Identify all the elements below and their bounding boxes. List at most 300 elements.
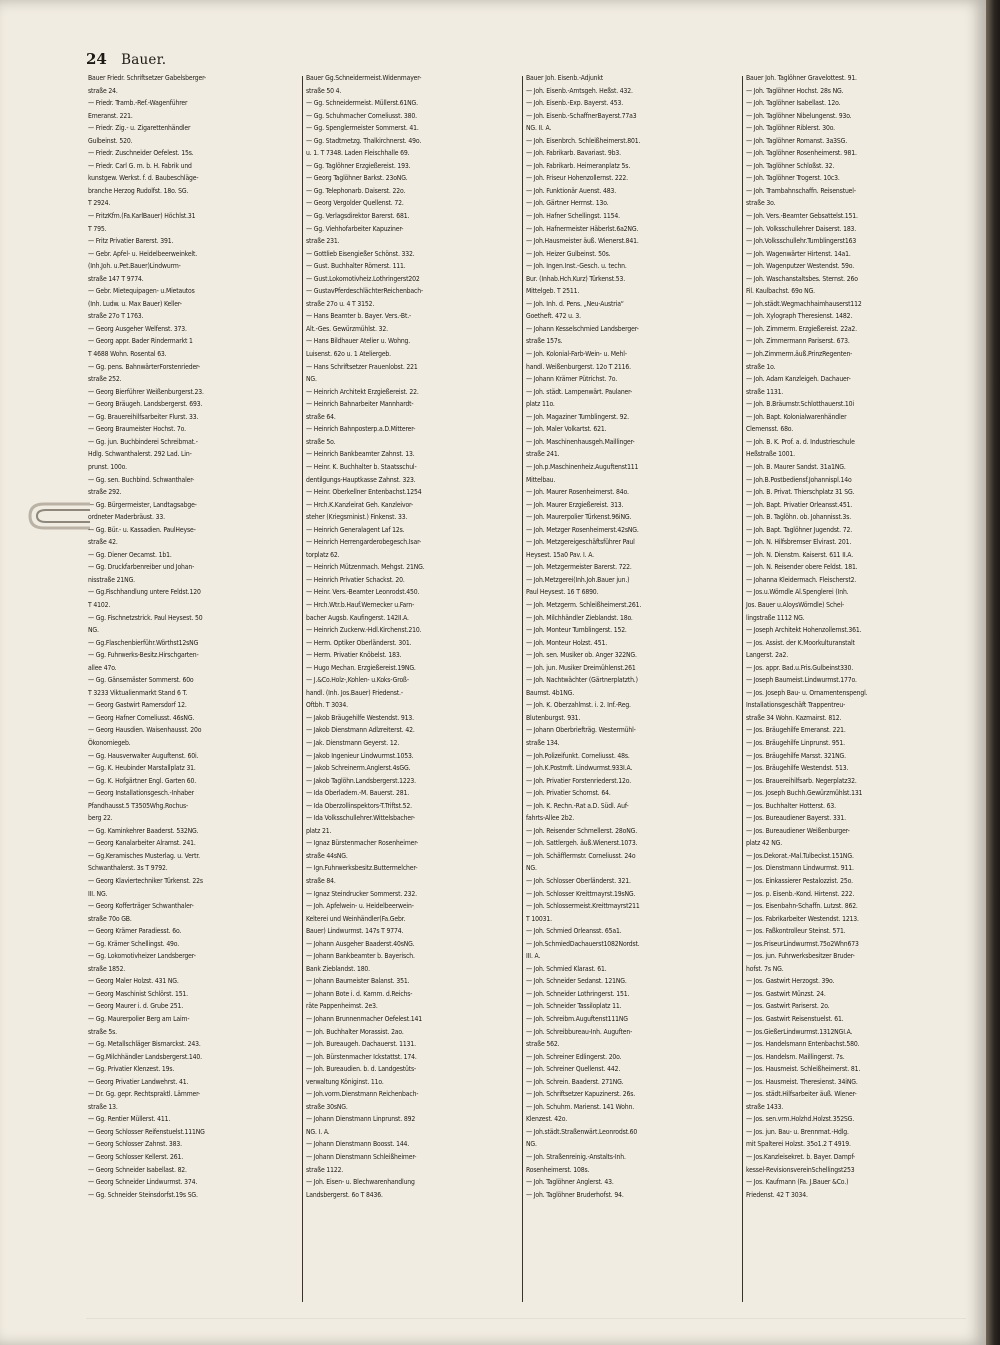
directory-entry-line: — Johann Oberbriefträg. Westermühl- (526, 726, 636, 735)
directory-entry-line: — Joh. Hafnermeister Häberlst.6a2NG. (526, 224, 639, 233)
directory-entry-line: — Jos. Gastwirt Pariserst. 2o. (746, 1002, 830, 1011)
directory-entry-line: T 4102. (88, 600, 111, 609)
directory-entry-line: — Joh. Bureaugeh. Dachauerst. 1131. (306, 1040, 416, 1049)
directory-entry-line: — Georg Ausgeher Welfenst. 373. (88, 324, 187, 333)
directory-entry-line: — Gg. pens. BahnwärterForstenrieder- (88, 362, 201, 371)
directory-entry-line: — Joseph Baumeist.Lindwurmst.177o. (746, 676, 857, 685)
directory-entry-line: straße 30sNG. (306, 1102, 348, 1111)
directory-entry-line: ordneter Maderbräust. 33. (88, 513, 165, 522)
directory-entry-line: u. 1. T 7348. Laden Fleischhalle 69. (306, 149, 410, 158)
directory-entry-line: — Joh. Bapt. Kolonialwarenhändler (746, 412, 847, 421)
directory-entry-line: — Joh. Hafner Schellingst. 1154. (526, 212, 620, 221)
directory-entry-line: straße 157s. (526, 337, 563, 346)
directory-entry-line: — Joh. B. K. Prof. a. d. Industrieschule (746, 437, 855, 446)
directory-entry-line: — Friedr. Zig.- u. Zigarettenhändler (88, 124, 191, 133)
directory-entry-line: — Friedr. Carl G. m. b. H. Fabrik und (88, 161, 192, 170)
directory-entry-line: — Hrch.K.Kanzleirat Geh. Kanzleivor- (306, 500, 414, 509)
directory-entry-line: — Gg. Spenglermeister Sommerst. 41. (306, 124, 419, 133)
directory-entry-line: — Gg. Hausverwalter Auguftenst. 60i. (88, 751, 199, 760)
directory-entry-line: straße 1852. (88, 964, 126, 973)
directory-entry-line: lingstraße 1112 NG. (746, 613, 805, 622)
directory-entry-line: — Gg. Kaminkehrer Baaderst. 532NG. (88, 826, 199, 835)
directory-entry-line: — Joh. Taglöhner Anglerst. 43. (526, 1178, 614, 1187)
directory-entry-line: straße 13. (88, 1102, 118, 1111)
directory-entry-line: bacher Augsb. Kaufingerst. 142II.A. (306, 613, 409, 622)
directory-entry-line: Rosenheimerst. 108s. (526, 1165, 590, 1174)
page-header (86, 50, 966, 70)
directory-entry-line: prunst. 100o. (88, 462, 127, 471)
directory-entry-line: — Joh. Wagenputzer Westendst. 59o. (746, 262, 855, 271)
directory-entry-line: — Gg. Krämer Schellingst. 49o. (88, 939, 180, 948)
directory-entry-line: Fil. Kaulbachst. 69o NG. (746, 287, 815, 296)
directory-entry-line: — Heinrich Zuckerw.-Hdl.Kirchenst.210. (306, 626, 422, 635)
directory-entry-line: — Joh.SchmiedDachauerst1082Nordst. (526, 939, 640, 948)
directory-entry-line: — Jos. Handelsm. Maillingerst. 7s. (746, 1052, 845, 1061)
directory-entry-line: — Jos.u.Wörndle Al.Spenglerei (Inh. (746, 588, 849, 597)
directory-entry-line: Installationsgeschäft Trappentreu- (746, 701, 846, 710)
directory-entry-line: NG. II. A. (526, 124, 552, 133)
directory-entry-line: — Heinr. K. Buchhalter b. Staatsschul- (306, 462, 417, 471)
directory-entry-line: — Georg appr. Bader Rindermarkt 1 (88, 337, 193, 346)
directory-entry-line: — Heinrich Mützenmach. Mehgst. 21NG. (306, 563, 425, 572)
directory-entry-line: straße 27o u. 4 T 3152. (306, 299, 375, 308)
directory-entry-line: — Jos.Dekorat.-Mal.Tulbeckst.151NG. (746, 851, 854, 860)
directory-entry-line: — Johann Brunnenmacher Oefelest.141 (306, 1015, 422, 1024)
directory-entry-line: — Jos. Bräugehilfe Linprunst. 951. (746, 738, 845, 747)
directory-entry-line: — Joh. Taglöhner Nibelungenst. 93o. (746, 111, 852, 120)
directory-entry-line: straße 34 Wohn. Kazmairst. 812. (746, 713, 842, 722)
directory-entry-line: straße 562. (526, 1040, 560, 1049)
directory-entry-line: platz 42 NG. (746, 839, 783, 848)
directory-entry-line: — Joh. sen. Musiker ob. Anger 322NG. (526, 651, 637, 660)
directory-entry-line: — Hans Bildhauer Atelier u. Wohng. (306, 337, 411, 346)
directory-entry-line: straße 50 4. (306, 86, 342, 95)
directory-entry-line: — Joh. Bapt. Privatier Orleansst.451. (746, 500, 853, 509)
column-divider (742, 76, 743, 1302)
directory-entry-line: (Inh. Ludw. u. Max Bauer) Keller- (88, 299, 182, 308)
directory-entry-line: Luisenst. 62o u. 1 Ateliergeb. (306, 350, 391, 359)
directory-entry-line: — Joh. Funktionär Auenst. 483. (526, 186, 616, 195)
directory-entry-line: Klenzest. 42o. (526, 1115, 568, 1124)
directory-entry-line: — Gg. Telephonarb. Daiserst. 22o. (306, 186, 406, 195)
directory-entry-line: — Joh. Friseur Hohenzollernst. 222. (526, 174, 628, 183)
directory-entry-line: — Gg. Diener Oecamst. 1b1. (88, 550, 172, 559)
directory-entry-line: straße 64. (306, 412, 336, 421)
directory-entry-line: — Ignaz Bürstenmacher Rosenheimer- (306, 839, 419, 848)
directory-entry-line: NG. (526, 864, 537, 873)
column-2 (304, 72, 520, 1312)
directory-entry-line: — Herm. Optiker Oberländerst. 301. (306, 638, 412, 647)
directory-entry-line: — Joh. Taglöhner Riblerst. 30o. (746, 124, 835, 133)
directory-entry-line: — Gg. Lokomotivheizer Landsberger- (88, 952, 196, 961)
directory-entry-line: — Joh.K.Postmft. Lindwurmst.933I.A. (526, 764, 633, 773)
directory-entry-line: handl. Weißenburgerst. 12o T 2116. (526, 362, 631, 371)
directory-entry-line: — Johann Dienstmann Schleißheimer- (306, 1153, 417, 1162)
directory-entry-line: Langerst. 2a2. (746, 651, 789, 660)
directory-entry-line: — Joh. Taglöhner Rosenheimerst. 981. (746, 149, 857, 158)
directory-entry-line: — Joh.städt.Straßenwärt.Leonrodst.60 (526, 1127, 638, 1136)
directory-entry-line: — Gg. Fuhrwerks-Besitz.Hirschgarten- (88, 651, 199, 660)
directory-entry-line: Hdlg. Schwanthalerst. 292 Lad. Lin- (88, 450, 192, 459)
directory-columns (86, 72, 970, 1312)
directory-entry-line: — Gebr. Mietequipagen- u.Mietautos (88, 287, 195, 296)
column-4 (744, 72, 960, 1312)
directory-entry-line: — Joh. Bürstenmacher Ickstattst. 174. (306, 1052, 417, 1061)
directory-entry-line: — Ign.Fuhrwerksbesitz.Buttermelcher- (306, 864, 418, 873)
directory-entry-line: straße 241. (526, 450, 560, 459)
directory-entry-line: Bauer Friedr. Schriftsetzer Gabelsberger- (88, 74, 207, 82)
directory-entry-line: nisstraße 21NG. (88, 575, 135, 584)
directory-entry-line: — Joh. N. Reisender obere Feldst. 181. (746, 563, 858, 572)
directory-entry-line: — Gg. Brauereihilfsarbeiter Flurst. 33. (88, 412, 199, 421)
directory-entry-line: — Gg. Bür.- u. Kassadien. PaulHeyse- (88, 525, 196, 534)
directory-entry-line: — Joh.Polizeifunkt. Corneliusst. 48s. (526, 751, 630, 760)
directory-entry-line: — Johann Dienstmann Boosst. 144. (306, 1140, 410, 1149)
directory-entry-line: — Joh. Adam Kanzleigeh. Dachauer- (746, 375, 851, 384)
directory-entry-line: — Georg Schlosser Reifenstuelst.111NG (88, 1127, 205, 1136)
directory-entry-line: NG. (306, 375, 317, 384)
directory-entry-line: — Jos. sen.vrm.Holzhd.Holzst.352SG. (746, 1115, 855, 1124)
directory-entry-line: verwaltung Königinst. 11o. (306, 1077, 384, 1086)
directory-entry-line: — Joh. Taglöhner Schloßst. 32. (746, 161, 835, 170)
directory-entry-line: straße 5s. (88, 1027, 117, 1036)
directory-entry-line: — Joh. Metzger Rosenheimerst.42sNG. (526, 525, 639, 534)
directory-entry-line: straße 1433. (746, 1102, 784, 1111)
directory-entry-line: — Heinrich Generalagent Laf 12s. (306, 525, 405, 534)
directory-entry-line: — Georg Taglöhner Barkst. 23oNG. (306, 174, 408, 183)
directory-entry-line: kessel-RevisionsvereinSchellingst253 (746, 1165, 855, 1174)
directory-entry-line: — Gebr. Apfel- u. Heidelbeerweinkelt. (88, 249, 198, 258)
directory-entry-line: platz 21. (306, 826, 332, 835)
directory-entry-line: — Joh. Taglöhner Isabellast. 12o. (746, 99, 841, 108)
directory-entry-line: III. A. (526, 952, 541, 961)
directory-entry-line: Mittelgeb. T 2511. (526, 287, 580, 296)
directory-entry-line: NG. I. A. (306, 1127, 330, 1136)
directory-entry-line: — Jos. Buchhalter Hotterst. 63. (746, 801, 836, 810)
directory-entry-line: straße 134. (526, 738, 560, 747)
directory-entry-line: Kelterei und Weinhändler(Fa.Gebr. (306, 914, 406, 923)
directory-entry-line: — Joh. Schuhm. Marienst. 141 Wohn. (526, 1102, 635, 1111)
directory-entry-line: — Jos. Handelsmann Entenbachst.580. (746, 1040, 860, 1049)
directory-entry-line: straße 42. (88, 538, 118, 547)
directory-entry-line: — Joh. Schlosser Oberländerst. 321. (526, 877, 631, 885)
directory-entry-line: — Jos. Faßkontrolleur Steinst. 571. (746, 927, 846, 936)
directory-entry-line: — Joh. Inh. d. Pens. „Neu-Austria“ (526, 299, 624, 308)
directory-entry-line: — Joh. Schneider Sedanst. 121NG. (526, 977, 627, 986)
directory-entry-line: — Georg Kanalarbeiter Alramst. 241. (88, 839, 196, 848)
directory-entry-line: handl. (Inh. Jos.Bauer) Friedenst.- (306, 688, 403, 697)
directory-entry-line: — Joh. Maler Volkartst. 621. (526, 425, 607, 434)
directory-entry-line: straße 5o. (306, 437, 336, 446)
directory-entry-line: — Georg Bierführer Weißenburgerst.23. (88, 387, 204, 396)
directory-entry-line: platz 11o. (526, 400, 555, 409)
directory-entry-line: — Joh. Waschanstaltsbes. Sternst. 26o (746, 274, 858, 283)
directory-entry-line: — Joh. Zimmerm. Erzgießereist. 22a2. (746, 324, 857, 333)
directory-entry-line: — Jos. städt.Hilfsarbeiter äuß. Wiener- (746, 1090, 857, 1099)
directory-entry-line: Paul Heysest. 16 T 6890. (526, 588, 599, 597)
directory-entry-line: III. NG. (88, 889, 108, 898)
directory-entry-line: straße 292. (88, 488, 122, 497)
directory-entry-line: straße 3o. (746, 199, 776, 208)
page-edge-shadow (986, 0, 1000, 1345)
directory-entry-line: — Jos. Eisenbahn-Schaffn. Lutzst. 862. (746, 902, 858, 911)
directory-entry-line: straße 1122. (306, 1165, 344, 1174)
directory-entry-line: — Joh. Ingen.Inst.-Gesch. u. techn. (526, 262, 627, 271)
directory-entry-line: — Gg. Viehhofarbeiter Kapuziner- (306, 224, 404, 233)
directory-entry-line: — Johann Kesselschmied Landsberger- (526, 324, 639, 333)
directory-entry-line: Schwanthalerst. 3s T 9792. (88, 864, 168, 873)
directory-entry-line: — Joh. Apfelwein- u. Heidelbeerwein- (306, 902, 414, 911)
directory-entry-line: straße 231. (306, 237, 340, 246)
directory-entry-line: — Joh. Eisenb.-Exp. Bayerst. 453. (526, 99, 623, 108)
directory-entry-line: — Gg. K. Heubinder Marstallplatz 31. (88, 764, 196, 773)
directory-entry-line: — Joh. N. Hilfsbremser Elvirast. 201. (746, 538, 852, 547)
directory-entry-line: — Joh.p.Maschinenheiz.Auguftenst111 (526, 462, 639, 471)
directory-entry-line: — Friedr. Tramb.-Ref.-Wagenführer (88, 99, 188, 108)
directory-entry-line: — Joh. Monteur Holzst. 451. (526, 638, 608, 647)
directory-entry-line: — Heinrich Bahnarbeiter Mannhardt- (306, 400, 414, 409)
directory-entry-line: — Georg Maler Holzst. 431 NG. (88, 977, 179, 986)
directory-entry-line: — Joh. Nachtwächter (Gärtnerplatzth.) (526, 676, 638, 685)
directory-entry-line: — Jakob Ingenieur Lindwurmst.1053. (306, 751, 414, 760)
directory-entry-line: Blutenburgst. 931. (526, 713, 581, 722)
directory-entry-line: — Gust.Lokomotivheiz.Lothringerst202 (306, 274, 420, 283)
directory-entry-line: — Joh. Wagenwärter Hirtenst. 14a1. (746, 249, 851, 258)
directory-entry-line: — Joh. Eisenb.-SchaffnerBayerst.77a3 (526, 111, 637, 120)
directory-entry-line: — Joh. Buchhalter Morassist. 2ao. (306, 1027, 404, 1036)
directory-entry-line: — Joh. Schreiner Edlingerst. 20o. (526, 1052, 622, 1061)
directory-entry-line: — Jos. Bräugehilfe Marsst. 321NG. (746, 751, 846, 760)
directory-entry-line: — Georg Braumeister Hochst. 7o. (88, 425, 186, 434)
directory-entry-line: — Jos. Bräugehilfe Westendst. 513. (746, 764, 849, 773)
directory-entry-line: — Gg. Gänsemäster Sommerst. 60o (88, 676, 194, 685)
running-head: Bauer. (121, 52, 167, 68)
directory-entry-line: allee 47o. (88, 663, 117, 672)
directory-entry-line: — Joh. Fabrikarb. Heimeranplatz 5s. (526, 161, 631, 170)
directory-entry-line: — Jos. Hausmeist. Theresienst. 34iNG. (746, 1077, 858, 1086)
directory-entry-line: — Hans Schriftsetzer Frauenlobst. 221 (306, 362, 418, 371)
directory-entry-line: — Joh. jun. Musiker Dreimühlenst.261 (526, 663, 636, 672)
directory-entry-line: Pfandhausst.5 T3505Whg.Rochus- (88, 801, 189, 810)
directory-entry-line: — Joh. Trambahnschaffn. Reisenstuel- (746, 186, 856, 195)
directory-entry-line: torplatz 62. (306, 550, 340, 559)
directory-entry-line: — Joh. Maurer Rosenheimerst. 84o. (526, 488, 629, 497)
directory-entry-line: — Ignaz Steindrucker Sommerst. 232. (306, 889, 417, 898)
directory-entry-line: kunstgew. Werkst. f. d. Baubeschläge- (88, 174, 199, 183)
directory-entry-line: — J.&Co.Holz-,Kohlen- u.Koks-Groß- (306, 676, 409, 685)
directory-entry-line: — Joh. Eisenbrch. Schleißheimerst.801. (526, 136, 641, 145)
directory-entry-line: — Joh. Schäfflermstr. Corneliusst. 24o (526, 851, 636, 860)
directory-entry-line: — Joh. Taglöhner Trogerst. 10c3. (746, 174, 840, 183)
directory-entry-line: — Gg.Keramisches Musterlag. u. Vertr. (88, 851, 200, 860)
directory-entry-line: — Gg.Flaschenbierführ.Wörthst12sNG (88, 638, 199, 647)
directory-entry-line: — Georg Maurer i. d. Grube 251. (88, 1002, 184, 1011)
directory-entry-line: — Heinrich Bahnposterp.a.D.Mitterer- (306, 425, 416, 434)
directory-entry-line: — Gg. Maurerpolier Berg am Laim- (88, 1015, 190, 1024)
directory-entry-line: — Gg. Stadtmetzg. Thalkirchnerst. 49o. (306, 136, 422, 145)
directory-entry-line: T 4688 Wohn. Rosental 63. (88, 350, 167, 359)
directory-entry-line: straße 24. (88, 86, 118, 95)
directory-entry-line: straße 1131. (746, 387, 784, 396)
directory-entry-line: — Gg. Taglöhner Erzgießereist. 193. (306, 161, 411, 170)
directory-entry-line: — Joh. Zimmermann Pariserst. 673. (746, 337, 850, 346)
directory-entry-line: steher (Kriegsminist.) Finkenst. 33. (306, 513, 408, 522)
directory-entry-line: — Georg Hausdien. Waisenhausst. 20o (88, 726, 202, 735)
page-bottom-margin (86, 1318, 966, 1319)
directory-entry-line: — Joh. Metzgerm. Schleißheimerst.261. (526, 600, 642, 609)
directory-entry-line: — Joh. Reisender Schmellerst. 28oNG. (526, 826, 638, 835)
directory-entry-line: NG. (526, 1140, 537, 1149)
directory-entry-line: — Gg. jun. Buchbinderei Schreibmat.- (88, 437, 198, 446)
directory-entry-line: — Joh.Metzgerei(Inh.Joh.Bauer jun.) (526, 575, 630, 584)
directory-entry-line: — Gg. Fischnetzstrick. Paul Heysest. 50 (88, 613, 203, 622)
directory-entry-line: — Gg. Verlagsdirektor Barerst. 681. (306, 212, 410, 221)
directory-entry-line: — Joh. B. Taglöhn. ob. Johannisst.3s. (746, 513, 852, 522)
directory-entry-line: — Ida Volksschullehrer.Wittelsbacher- (306, 814, 415, 823)
directory-entry-line: — Joh. Monteur Tumblingerst. 152. (526, 626, 627, 635)
directory-entry-line: — Jos. appr. Bad.u.Fris.Gulbeinst330. (746, 663, 854, 672)
directory-entry-line: straße 147 T 9774. (88, 274, 144, 283)
directory-entry-line: — Joh. B. Maurer Sandst. 31a1NG. (746, 462, 846, 471)
column-divider (302, 76, 303, 1302)
directory-entry-line: — Johann Ausgeher Baaderst.40sNG. (306, 939, 415, 948)
directory-entry-line: — Jos. Dienstmann Lindwurmst. 911. (746, 864, 854, 873)
directory-entry-line: — Georg Privatier Landwehrst. 41. (88, 1077, 189, 1086)
directory-entry-line: — Joh. Schreibm.Auguftenst111NG (526, 1015, 628, 1024)
directory-entry-line: branche Herzog Rudolfst. 18o. SG. (88, 186, 189, 195)
directory-entry-line: Alt.-Ges. Gewürzmühlst. 32. (306, 324, 388, 333)
directory-entry-line: — Joh. Bureaudien. b. d. Landgestüts- (306, 1065, 417, 1074)
directory-entry-line: — Joh. Taglöhner Hochst. 28s NG. (746, 86, 844, 95)
directory-entry-line: — Joh. Straßenreinig.-Anstalts-Inh. (526, 1153, 626, 1162)
directory-entry-line: — Gg. Druckfarbenreiber und Johan- (88, 563, 195, 572)
directory-entry-line: — Joh. Privatier Schornst. 64. (526, 789, 611, 798)
directory-entry-line: — Joh. Eisen- u. Blechwarenhandlung (306, 1178, 415, 1187)
directory-entry-line: — Georg Installationsgesch.-Inhaber (88, 789, 194, 798)
directory-entry-line: — Jakob Taglöhn.Landsbergerst.1223. (306, 776, 416, 785)
directory-entry-line: — Joh. B.Bräumstr.Schlotthauerst.10i (746, 400, 854, 409)
directory-entry-line: — Joh. Bapt. Taglöhner Jugendst. 72. (746, 525, 852, 534)
directory-entry-line: — Georg Bräugeh. Landsbergerst. 693. (88, 400, 203, 409)
directory-entry-line: — Joh.städt.Wegmachhaimhauserst112 (746, 299, 862, 308)
directory-entry-line: — Gg. Rentier Müllerst. 411. (88, 1115, 171, 1124)
directory-entry-line: straße 252. (88, 375, 122, 384)
directory-entry-line: — Joh. Privatier Forstenriederst.12o. (526, 776, 632, 785)
directory-entry-line: — Heinrich Herrengarderobegesch.Isar- (306, 538, 422, 547)
directory-entry-line: — Heinrich Privatier Schackst. 20. (306, 575, 405, 584)
column-divider (522, 76, 523, 1302)
directory-entry-line: — Joh. Eisenb.-Amtsgeh. Heßst. 432. (526, 86, 633, 95)
directory-entry-line: — Gottlieb Eisengießer Schönst. 332. (306, 249, 415, 258)
directory-entry-line: — Joseph Architekt Hohenzollernst.361. (746, 626, 862, 635)
directory-entry-line: Bauer Gg.Schneidermeist.Widenmayer- (306, 74, 422, 82)
directory-entry-line: Baumst. 4b1NG. (526, 688, 575, 697)
directory-entry-line: — Heinr. Vers.-Beamter Leonrodst.450. (306, 588, 420, 597)
directory-entry-line: — Jos. Einkassierer Pestalozzist. 25o. (746, 877, 853, 885)
directory-entry-line: — Joh. Schlosser Kreittmayrst.19sNG. (526, 889, 636, 898)
directory-entry-line: — Joh. Fabrikarb. Bavariast. 9b3. (526, 149, 621, 158)
directory-entry-line: — Hugo Mechan. Erzgießereist.19NG. (306, 663, 416, 672)
directory-entry-line: — Joh. Xylograph Theresienst. 1482. (746, 312, 853, 321)
directory-entry-line: — Jos. Kaufmann (Fa. J.Bauer &Co.) (746, 1178, 849, 1187)
directory-entry-line: — Jakob Schreinerm.Anglerst.4sGG. (306, 764, 411, 773)
directory-entry-line: — Joh. Schriftsetzer Kapuzinerst. 26s. (526, 1090, 636, 1099)
directory-entry-line: — Johann Baumeister Balanst. 351. (306, 977, 410, 986)
directory-entry-line: Gulbeinst. 520. (88, 136, 133, 145)
directory-entry-line: — Dr. Gg. gepr. Rechtspraktl. Lämmer- (88, 1090, 201, 1099)
directory-entry-line: straße 70o GB. (88, 914, 132, 923)
directory-entry-line: — Gg. Privatier Klenzest. 19s. (88, 1065, 175, 1074)
directory-entry-line: Heßstraße 1001. (746, 450, 795, 459)
directory-entry-line: — Joh.B.Postbediensf.Johannispl.14o (746, 475, 852, 484)
directory-entry-line: — Jos. Joseph Buchh.Gewürzmühlst.131 (746, 789, 863, 798)
directory-entry-line: straße 27o T 1763. (88, 312, 144, 321)
directory-entry-line: — Joh. Heizer Gulbeinst. 50s. (526, 249, 611, 258)
directory-entry-line: — Joh. K. Oberzahlmst. i. 2. Inf.-Reg. (526, 701, 631, 710)
directory-entry-line: — Gg. sen. Buchbind. Schwanthaler- (88, 475, 195, 484)
directory-entry-line: NG. (88, 626, 99, 635)
directory-entry-line: — Jos. Brauereihilfsarb. Negerplatz32. (746, 776, 857, 785)
directory-entry-line: — Joh. Maurerpolier Türkenst.96iNG. (526, 513, 632, 522)
directory-entry-line: — Joh. Magaziner Tumblingerst. 92. (526, 412, 629, 421)
directory-entry-line: — Johann Bote i. d. Kamm. d.Reichs- (306, 989, 413, 998)
directory-entry-line: — Georg Schlosser Kellerst. 261. (88, 1153, 184, 1162)
directory-entry-line: — Jos. Bureaudiener Bayerst. 331. (746, 814, 846, 823)
directory-entry-line: — Gg. Schneider Steinsdorfst.19s SG. (88, 1190, 198, 1199)
directory-entry-line: T 10031. (526, 914, 552, 923)
directory-entry-line: — Joh.Volksschullehr.Tumblingerst163 (746, 237, 857, 246)
directory-entry-line: — Jos.GießerLindwurmst.1312NGI.A. (746, 1027, 853, 1036)
directory-entry-line: — Gg.Fischhandlung untere Feldst.120 (88, 588, 201, 597)
directory-entry-line: — Gg. Schuhmacher Corneliusst. 380. (306, 111, 417, 120)
directory-entry-line: — Joh. Volksschullehrer Daiserst. 183. (746, 224, 857, 233)
directory-entry-line: Bauer) Lindwurmst. 147s T 9774. (306, 927, 404, 936)
directory-entry-line: — FritzKfm.(Fa.KarlBauer) Höchlst.31 (88, 212, 196, 221)
directory-entry-line: T 3233 Viktualienmarkt Stand 6 T. (88, 688, 188, 697)
directory-entry-line: — Herm. Privatier Knöbelst. 183. (306, 651, 402, 660)
directory-entry-line: Landsbergerst. 6o T 8436. (306, 1190, 383, 1199)
directory-entry-line: — Gg. Metallschläger Bismarckst. 243. (88, 1040, 201, 1049)
directory-entry-line: — Gg. Schneidermeist. Müllerst.61NG. (306, 99, 418, 108)
directory-entry-line: — Jos.FriseurLindwurmst.75o2Whn673 (746, 939, 859, 948)
directory-entry-line: — Joh. N. Dienstm. Kaiserst. 611 II.A. (746, 550, 854, 559)
directory-entry-line: hofst. 7s NG. (746, 964, 784, 973)
directory-entry-line: — Georg Krämer Paradiesst. 6o. (88, 927, 182, 936)
directory-entry-line: — Joh.Hausmeister äuß. Wienerst.841. (526, 237, 639, 246)
column-1 (86, 72, 302, 1312)
binder-clip-icon (26, 498, 92, 534)
directory-entry-line: räte Pappenheimst. 2e3. (306, 1002, 378, 1011)
directory-entry-line: Mittelbau. (526, 475, 556, 484)
directory-entry-line: — Joh. Schneider Lothringerst. 151. (526, 989, 630, 998)
directory-entry-line: Clemensst. 68o. (746, 425, 794, 434)
directory-entry-line: — Jos. Gastwirt Reisenstuelst. 61. (746, 1015, 844, 1024)
directory-entry-line: — Gg. Bürgermeister, Landtagsabge- (88, 500, 197, 509)
directory-entry-line: T 795. (88, 224, 107, 233)
directory-entry-line: Jos. Bauer u.AloysWörndle) Schel- (746, 600, 845, 609)
directory-entry-line: — Joh.vorm.Dienstmann Reichenbach- (306, 1090, 419, 1099)
directory-entry-line: Bauer Joh. Eisenb.-Adjunkt (526, 74, 604, 82)
directory-entry-line: — Joh. Vers.-Beamter Gebsattelst.151. (746, 212, 858, 221)
directory-entry-line: — Jos. Gastwirt Münzst. 24. (746, 989, 826, 998)
directory-entry-line: berg 22. (88, 814, 113, 823)
directory-entry-line: T 2924. (88, 199, 111, 208)
directory-entry-line: — Georg Kofferträger Schwanthaler- (88, 902, 194, 911)
directory-entry-line: — Joh. Schlossermeist.Kreittmayrst211 (526, 902, 640, 911)
directory-entry-line: — Georg Hafner Corneliusst. 46sNG. (88, 713, 195, 722)
directory-entry-line: — Jakob Bräugehilfe Westendst. 913. (306, 713, 414, 722)
directory-entry-line: — Gg. K. Hofgärtner Engl. Garten 60. (88, 776, 197, 785)
